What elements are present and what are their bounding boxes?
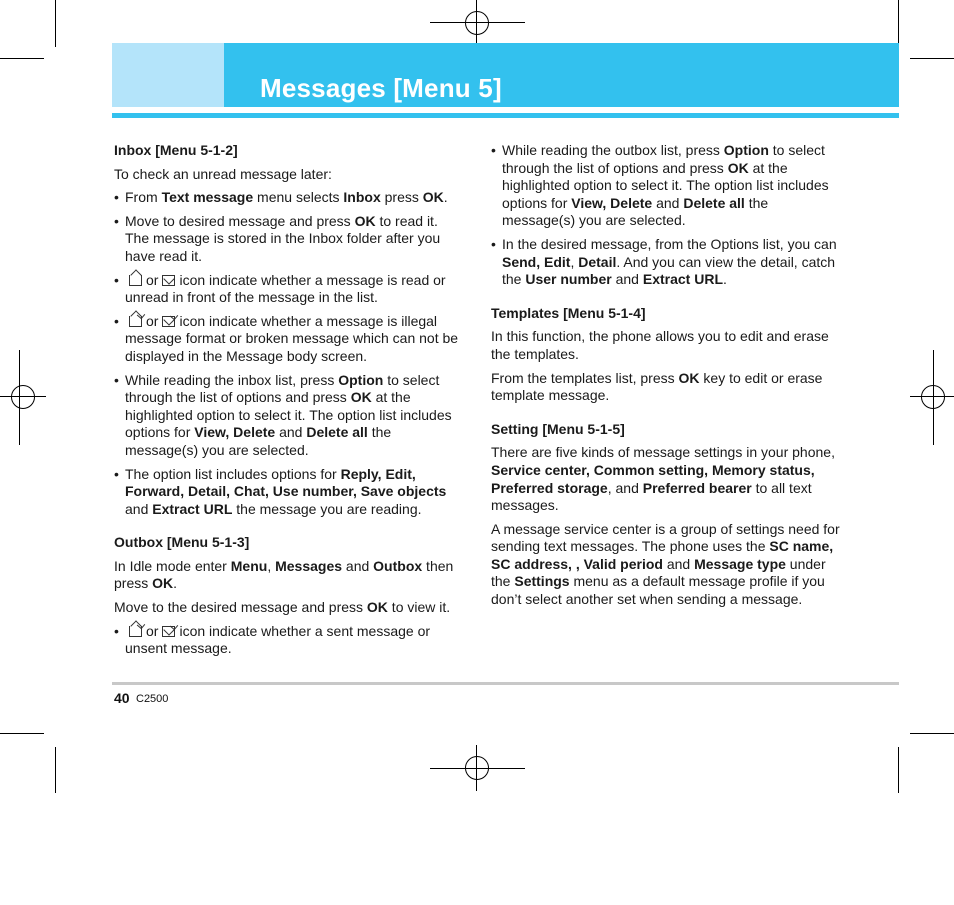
right-column xyxy=(491,142,843,615)
templates-paragraph: In this function, the phone allows you to edit and erase the templates. xyxy=(491,328,829,362)
crop-mark xyxy=(55,0,56,47)
registration-line xyxy=(19,350,20,445)
sent-message-icon xyxy=(129,626,142,637)
model-name: C2500 xyxy=(136,693,169,705)
setting-paragraph: A message service center is a group of settings need for sending text messages. The phone uses the SC name, SC address, , Valid period and Message type under the Settings menu as a default message profile if you don’t select another set when sending a message. xyxy=(491,520,840,608)
crop-mark xyxy=(0,58,44,59)
unread-message-icon xyxy=(162,275,175,286)
unsent-message-icon xyxy=(162,626,175,637)
registration-crosshair-right xyxy=(910,374,954,420)
crop-mark xyxy=(910,58,954,59)
header-rule xyxy=(112,113,899,118)
header-band-light xyxy=(112,43,224,107)
list-item: • or icon indicate whether a sent message or unsent message. xyxy=(114,623,464,658)
page-title: Messages [Menu 5] xyxy=(260,73,502,103)
crop-mark xyxy=(898,0,899,47)
setting-paragraph: There are five kinds of message settings in your phone, Service center, Common setting, Memory status, Preferred storage, and Preferred bearer to all text messages. xyxy=(491,444,835,514)
list-item: • While reading the inbox list, press Option to select through the list of options and press OK at the highlighted option to select it. The option list includes options for View, Delete and Delete all the message(s) you are selected. xyxy=(114,372,464,460)
registration-line xyxy=(430,22,525,23)
outbox-bullets xyxy=(114,623,464,658)
illegal-read-message-icon xyxy=(129,316,142,327)
list-item: • The option list includes options for Reply, Edit, Forward, Detail, Chat, Use number, Save objects and Extract URL the message you are reading. xyxy=(114,466,464,519)
list-item: • While reading the outbox list, press Option to select through the list of options and press OK at the highlighted option to select it. The option list includes options for View, Delete and Delete all the message(s) you are selected. xyxy=(491,142,843,230)
outbox-paragraph: Move to the desired message and press OK to view it. xyxy=(114,599,451,616)
crop-mark xyxy=(898,747,899,793)
registration-line xyxy=(933,350,934,445)
page-number: 40 xyxy=(114,690,130,706)
read-message-icon xyxy=(129,275,142,286)
crop-mark xyxy=(0,733,44,734)
registration-line xyxy=(430,768,525,769)
list-item: • or icon indicate whether a message is read or unread in front of the message in the list. xyxy=(114,272,464,307)
list-item: • Move to desired message and press OK to read it. The message is stored in the Inbox folder after you have read it. xyxy=(114,213,464,266)
section-heading-outbox: Outbox [Menu 5-1-3] xyxy=(114,534,250,551)
section-heading-templates: Templates [Menu 5-1-4] xyxy=(491,304,646,321)
list-item: • From Text message menu selects Inbox press OK. xyxy=(114,189,464,207)
crop-mark xyxy=(55,747,56,793)
outbox-option-bullets xyxy=(491,142,843,289)
templates-paragraph: From the templates list, press OK key to edit or erase template message. xyxy=(491,369,823,404)
list-item: • or icon indicate whether a message is illegal message format or broken message which can not be displayed in the Message body screen. xyxy=(114,313,464,366)
registration-crosshair-top xyxy=(454,0,500,46)
crop-mark xyxy=(910,733,954,734)
section-heading-setting: Setting [Menu 5-1-5] xyxy=(491,420,625,437)
footer-rule xyxy=(112,682,899,685)
list-item: • In the desired message, from the Options list, you can Send, Edit, Detail. And you can view the detail, catch the User number and Extract URL. xyxy=(491,236,843,289)
registration-crosshair-left xyxy=(0,374,46,420)
inbox-bullets xyxy=(114,189,464,518)
inbox-intro: To check an unread message later: xyxy=(114,165,332,182)
section-heading-inbox: Inbox [Menu 5-1-2] xyxy=(114,142,238,158)
illegal-unread-message-icon xyxy=(162,316,175,327)
outbox-paragraph: In Idle mode enter Menu, Messages and Outbox then press OK. xyxy=(114,557,454,592)
left-column xyxy=(114,142,464,664)
